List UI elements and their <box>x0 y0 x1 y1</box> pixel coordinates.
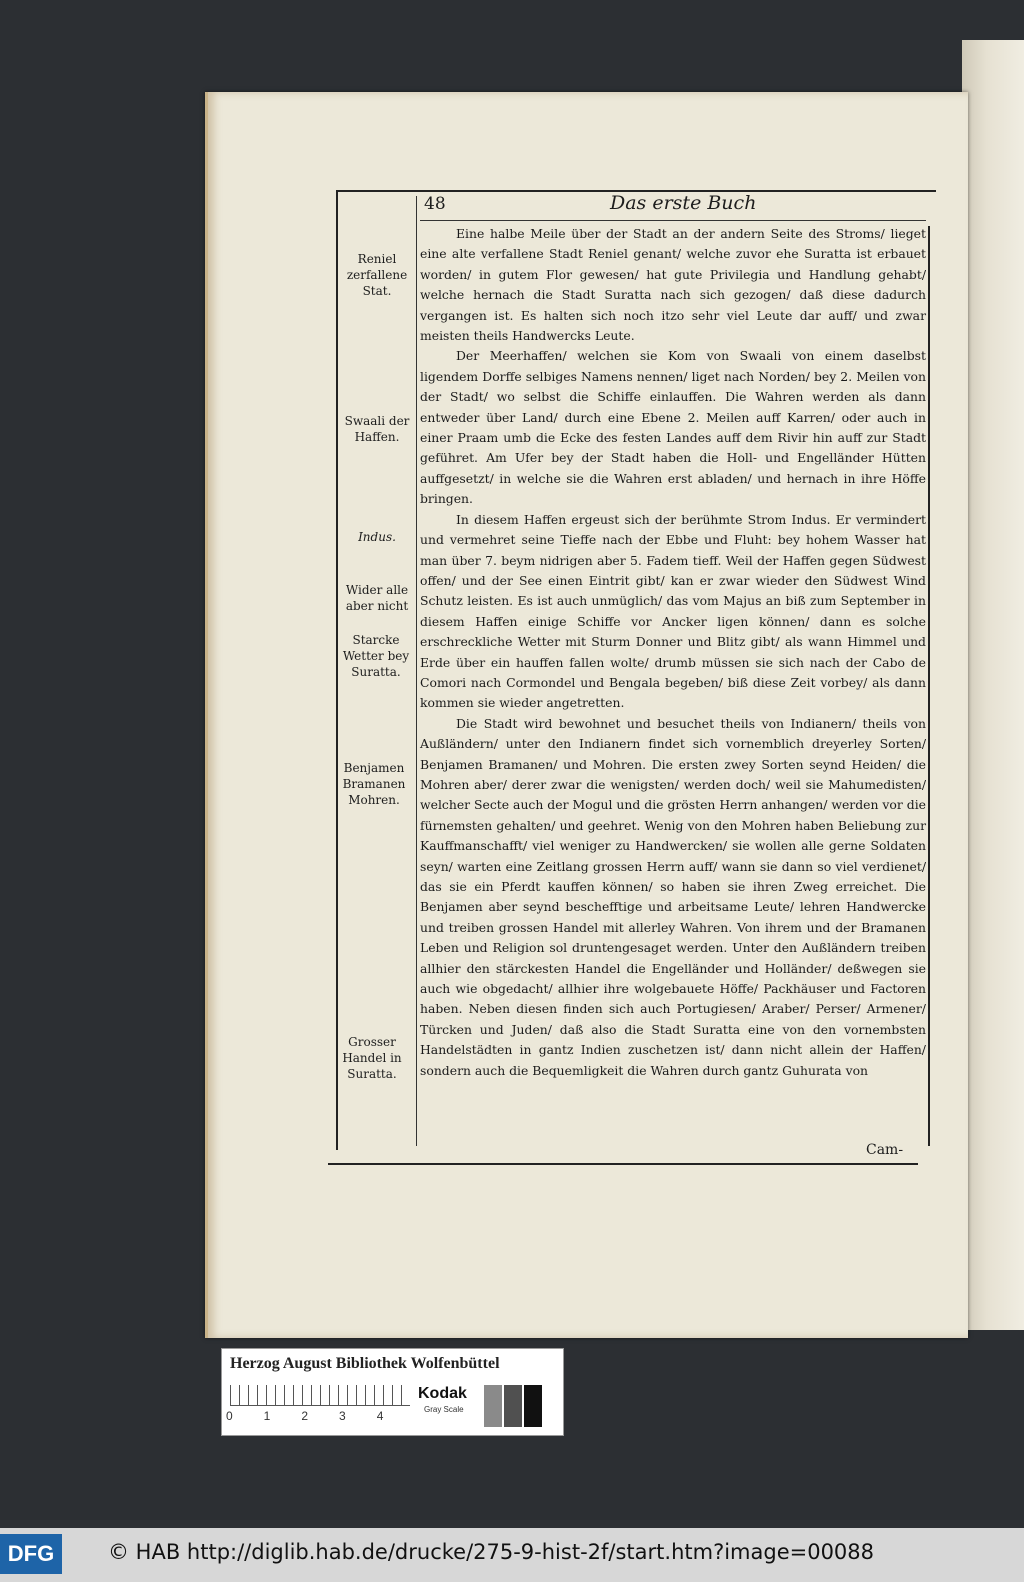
header-rule <box>420 220 926 221</box>
margin-note: Reniel zerfallene Stat. <box>346 252 408 298</box>
gray-swatch <box>504 1385 522 1427</box>
paragraph-meerhaffen: Der Meerhaffen/ welchen sie Kom von Swaali von einem daselbst ligendem Dorffe selbiges Namens nennen/ liget nach Norden/ bey 2. Meilen von der Stadt/ wo selbst die Schiffe einlauffen. Die Wahren werden als dann entweder über Land/ durch eine Ebene 2. Meilen auff Karren/ oder auch in einer Praam umb die Ecke des festen Landes auff dem Rivir hin auff zur Stadt geführet. Am Ufer bey der Stadt haben die Holl- und Engelländer Hütten auffgesetzt/ in welche sie die Wahren erst abladen/ und hernach in ihre Höffe bringen. <box>420 348 926 507</box>
page-number: 48 <box>424 194 446 214</box>
ruler-numbers: 01234 <box>226 1409 415 1423</box>
gray-scale-label: Gray Scale <box>424 1405 464 1414</box>
dfg-logo: DFG <box>0 1534 62 1574</box>
gray-swatch <box>484 1385 502 1427</box>
margin-note: Indus. <box>358 530 396 544</box>
margin-note: Starcke Wetter bey Suratta. <box>342 633 410 679</box>
catchword: Cam- <box>866 1142 904 1158</box>
frame-rule-right <box>928 226 930 1146</box>
running-head: Das erste Buch <box>610 192 757 214</box>
ruler-icon <box>230 1385 410 1406</box>
color-scale-card <box>221 1348 564 1436</box>
frame-rule-bottom <box>328 1163 918 1165</box>
margin-note: Grosser Handel in Suratta. <box>342 1035 402 1081</box>
margin-note: Swaali der Haffen. <box>344 414 410 444</box>
gray-swatch <box>524 1385 542 1427</box>
paragraph-indus: In diesem Haffen ergeust sich der berühmte Strom Indus. Er vermindert und vermehret seine Tieffe nach der Ebbe und Fluht: bey hohem Wasser hat man über 7. beym nidrigen aber 5. Fadem tieff. Weil der Haffen gegen Südwest offen/ und der See einen Eintrit gibt/ kan er zwar wieder den Südwest Wind Schutz leisten. Es ist auch unmüglich/ das vom Majus an biß zum September in diesem Haffen einige Schiffe vor Ancker ligen können/ dann es solche erschreckliche Wetter mit Sturm Donner und Blitz gibt/ als wann Himmel und Erde über ein hauffen fallen wolte/ drumb müssen sie sich nach der Cabo de Comori nach Cormondel und Bengala begeben/ biß diese Zeit vorbey/ als dann kommen sie wieder angetretten. <box>420 511 926 711</box>
library-name: Herzog August Bibliothek Wolfenbüttel <box>230 1355 500 1372</box>
adjacent-page-edge <box>962 40 1024 1330</box>
footer-bar <box>0 1528 1024 1582</box>
body-text <box>420 224 926 1081</box>
margin-note: Benjamen Bramanen Mohren. <box>342 761 406 807</box>
copyright-url[interactable]: © HAB http://diglib.hab.de/drucke/275-9-hist-2f/start.htm?image=00088 <box>108 1540 875 1564</box>
kodak-label: Kodak <box>418 1385 467 1402</box>
margin-rule <box>416 196 417 1146</box>
paragraph-reniel: Eine halbe Meile über der Stadt an der andern Seite des Stroms/ lieget eine alte verfallene Stadt Reniel genant/ welche zuvor ehe Suratta ist erbauet worden/ in gutem Flor gewesen/ hat gute Privilegia und Handlung gehabt/ welche hernach die Stadt Suratta nach sich gezogen/ daß diese dadurch vergangen ist. Es halten sich noch itzo sehr viel Leute dar auff/ und zwar meisten theils Handwercks Leute. <box>420 226 926 344</box>
margin-note: Wider alle aber nicht <box>345 583 409 613</box>
paragraph-stadt: Die Stadt wird bewohnet und besuchet theils von Indianern/ theils von Außländern/ unter den Indianern findet sich vornemblich dreyerley Sorten/ Benjamen Bramanen/ und Mohren. Die ersten zwey Sorten seynd Heiden/ die Mohren aber/ derer zwar die wenigsten/ werden doch/ weil sie Mahumedisten/ welcher Secte auch der Mogul und die grösten Herrn anhangen/ werden vor die fürnemsten gehalten/ und geehret. Wenig von den Mohren haben Beliebung zur Kauffmanschafft/ viel weniger zu Handwercken/ sie wollen alle gerne Soldaten seyn/ warten eine Zeitlang grossen Herrn auff/ wann sie dann so viel verdienet/ das sie ein Pferdt kauffen können/ so haben sie ihren Zweg erreichet. Die Benjamen aber seynd beschefftige und arbeitsame Leute/ lehren Handwercke und treiben grossen Handel mit allerley Wahren. Von ihrem und der Bramanen Leben und Religion sol druntengesaget werden. Unter den Außländern treiben allhier den stärckesten Handel die Engelländer und Holländer/ deßwegen sie auch wie obgedacht/ allhier ihre wolgebauete Höffe/ Packhäuser und Factoren haben. Neben diesen finden sich auch Portugiesen/ Araber/ Perser/ Armener/ Türcken und Juden/ daß also die Stadt Suratta eine von den vornembsten Handelstädten in gantz Indien zuschetzen ist/ dann nicht allein der Haffen/ sondern auch die Bequemligkeit die Wahren durch gantz Guhurata von <box>420 715 926 1078</box>
